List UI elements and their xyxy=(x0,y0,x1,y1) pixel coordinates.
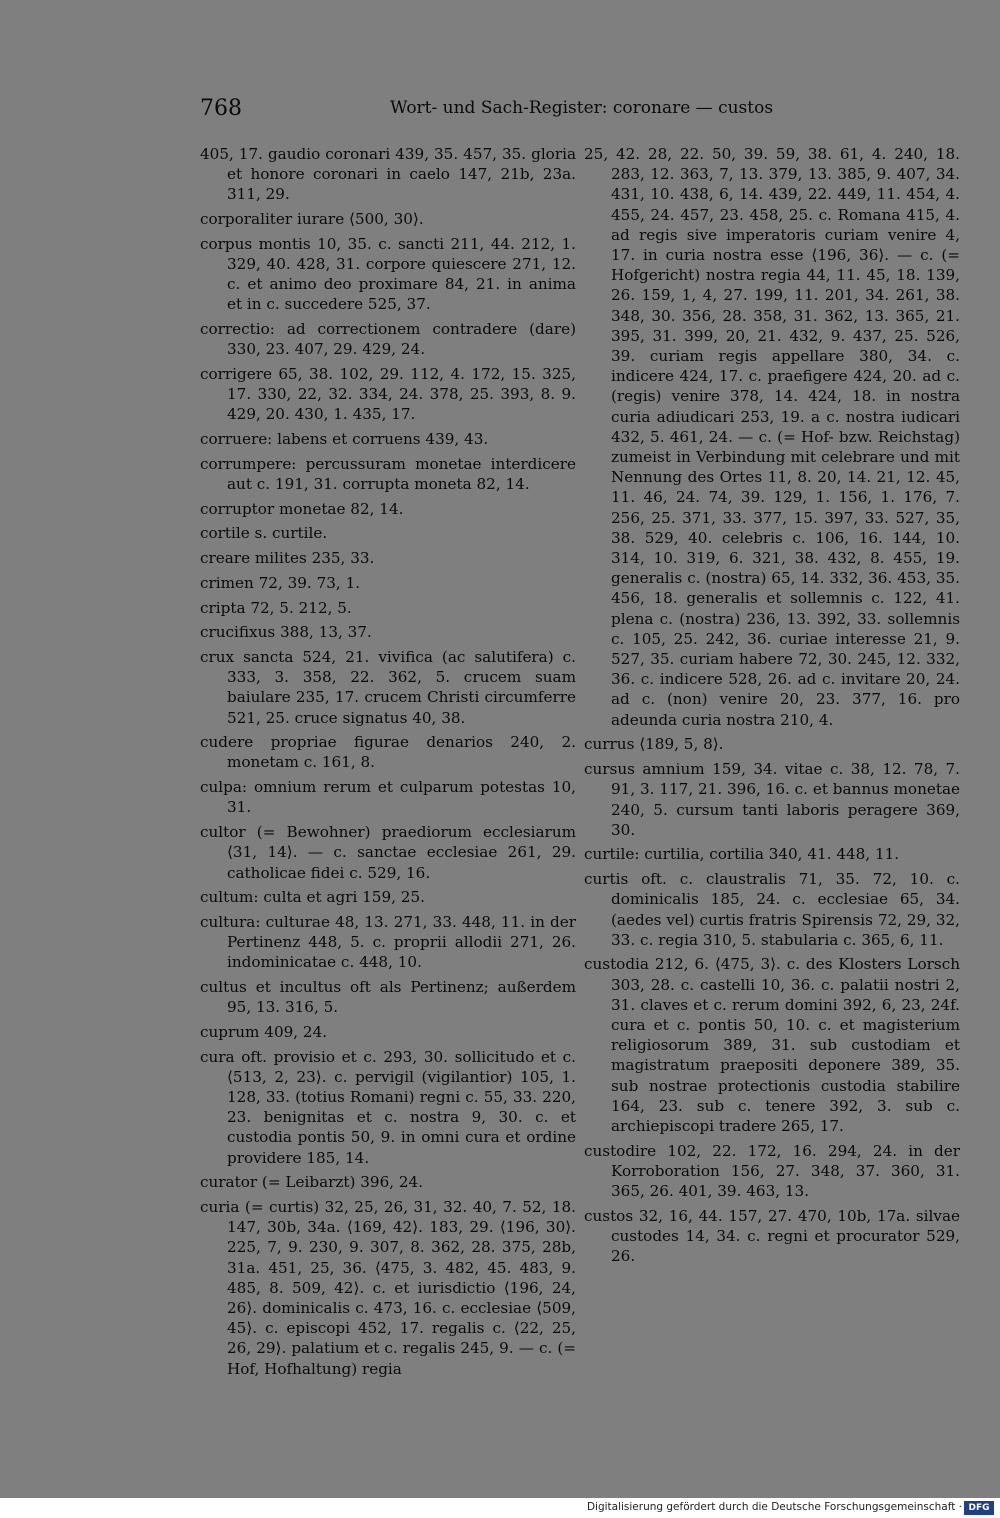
index-entry: cripta 72, 5. 212, 5. xyxy=(200,598,352,617)
index-entry: correctio: ad correctionem contradere (dare) 330, 23. 407, 29. 429, 24. xyxy=(200,320,576,359)
index-entry: cursus amnium 159, 34. vitae c. 38, 12. 78, 7. 91, 3. 117, 21. 396, 16. c. et bannus monetae 240, 5. cursum tanti laboris peragere 369, 30. xyxy=(584,760,960,839)
page-header xyxy=(200,96,774,126)
index-entry: corrigere 65, 38. 102, 29. 112, 4. 172, 15. 325, 17. 330, 22, 32. 334, 24. 378, 25. 393, 8. 9. 429, 20. 430, 1. 435, 17. xyxy=(200,365,576,424)
index-entry: curator (= Leibarzt) 396, 24. xyxy=(200,1173,424,1192)
index-entry: cultura: culturae 48, 13. 271, 33. 448, 11. in der Pertinenz 448, 5. c. proprii allodii 271, 26. indominicatae c. 448, 10. xyxy=(200,912,576,972)
index-entry: cura oft. provisio et c. 293, 30. sollicitudo et c. ⟨513, 2, 23⟩. c. pervigil (vigilantior) 105, 1. 128, 33. (totius Romani) regni c. 55, 33. 220, 23. benignitas et c. nostra 9, 30. c. et custodia pontis 50, 9. in omni cura et ordine providere 185, 14. xyxy=(200,1047,576,1167)
funding-note: Digitalisierung gefördert durch die Deutsche Forschungsgemeinschaft · xyxy=(586,1501,962,1513)
footer-bar xyxy=(0,1498,1000,1518)
index-entry: corruptor monetae 82, 14. xyxy=(200,499,404,518)
index-entry: crucifixus 388, 13, 37. xyxy=(200,623,372,642)
index-entry: custos 32, 16, 44. 157, 27. 470, 10b, 17a. silvae custodes 14, 34. c. regni et procurator 529, 26. xyxy=(584,1206,960,1266)
index-entry: cultor (= Bewohner) praediorum ecclesiarum ⟨31, 14⟩. — c. sanctae ecclesiae 261, 29. catholicae fidei c. 529, 16. xyxy=(200,823,576,882)
index-entry: corruere: labens et corruens 439, 43. xyxy=(200,430,489,449)
left-column xyxy=(200,144,576,1383)
index-entry: cortile s. curtile. xyxy=(200,524,328,543)
index-entry: crimen 72, 39. 73, 1. xyxy=(200,573,361,592)
index-entry: curtile: curtilia, cortilia 340, 41. 448, 11. xyxy=(584,845,900,864)
index-entry: curia (= curtis) 32, 25, 26, 31, 32. 40, 7. 52, 18. 147, 30b, 34a. ⟨169, 42⟩. 183, 29. ⟨196, 30⟩. 225, 7, 9. 230, 9. 307, 8. 362, 28. 375, 28b, 31a. 451, 25, 36. ⟨475, 3. 482, 45. 483, 9. 485, 8. 509, 42⟩. c. et iurisdictio ⟨196, 24, 26⟩. dominicalis c. 473, 16. c. ecclesiae ⟨509, 45⟩. c. episcopi 452, 17. regalis c. ⟨22, 25, 26, 29⟩. palatium et c. regalis 245, 9. — c. (= Hof, Hofhaltung) regia xyxy=(200,1198,576,1378)
right-column xyxy=(584,144,960,1271)
index-entry: corpus montis 10, 35. c. sancti 211, 44. 212, 1. 329, 40. 428, 31. corpore quiescere 271, 12. c. et animo deo proximare 84, 21. in anima et in c. succedere 525, 37. xyxy=(200,234,576,314)
index-entry: corrumpere: percussuram monetae interdicere aut c. 191, 31. corrupta moneta 82, 14. xyxy=(200,454,576,494)
index-entry: corporaliter iurare ⟨500, 30⟩. xyxy=(200,210,424,229)
index-entry: custodire 102, 22. 172, 16. 294, 24. in der Korroboration 156, 27. 348, 37. 360, 31. 365, 26. 401, 39. 463, 13. xyxy=(584,1141,960,1201)
index-entry: cudere propriae figurae denarios 240, 2. monetam c. 161, 8. xyxy=(200,733,576,772)
index-entry: cultus et incultus oft als Pertinenz; außerdem 95, 13. 316, 5. xyxy=(200,978,576,1017)
index-entry: custodia 212, 6. ⟨475, 3⟩. c. des Klosters Lorsch 303, 28. c. castelli 10, 36. c. palatii nostri 2, 31. claves et c. rerum domini 392, 6, 23, 24f. cura et c. pontis 50, 10. c. et magisterium religiosorum 389, 31. sub custodiam et magistratum praepositi deponere 389, 35. sub nostrae protectionis custodia stabilire 164, 23. sub c. tenere 392, 3. sub c. archiepiscopi tradere 265, 17. xyxy=(584,955,960,1136)
dfg-logo: DFG xyxy=(964,1501,994,1515)
index-entry: curtis oft. c. claustralis 71, 35. 72, 10. c. dominicalis 185, 24. c. ecclesiae 65, 34. (aedes vel) curtis fratris Spirensis 72, 29, 32, 33. c. regia 310, 5. stabularia c. 365, 6, 11. xyxy=(584,870,960,949)
index-entry: 405, 17. gaudio coronari 439, 35. 457, 35. gloria et honore coronari in caelo 147, 21b, 23a. 311, 29. xyxy=(200,145,576,204)
running-head: Wort- und Sach-Register: coronare — custos xyxy=(390,98,774,118)
index-entry: crux sancta 524, 21. vivifica (ac salutifera) c. 333, 3. 358, 22. 362, 5. crucem suam baiulare 235, 17. crucem Christi circumferre 521, 25. cruce signatus 40, 38. xyxy=(200,647,576,727)
index-entry: culpa: omnium rerum et culparum potestas 10, 31. xyxy=(200,778,576,817)
index-entry: 25, 42. 28, 22. 50, 39. 59, 38. 61, 4. 240, 18. 283, 12. 363, 7, 13. 379, 13. 385, 9. 407, 34. 431, 10. 438, 6, 14. 439, 22. 449, 11. 454, 4. 455, 24. 457, 23. 458, 25. c. Romana 415, 4. ad regis sive imperatoris curiam venire 4, 17. in curia nostra esse ⟨196, 36⟩. — c. (= Hofgericht) nostra regia 44, 11. 45, 18. 139, 26. 159, 1, 4, 27. 199, 11. 201, 34. 261, 38. 348, 30. 356, 28. 358, 31. 362, 13. 365, 21. 395, 31. 399, 20, 21. 432, 9. 437, 25. 526, 39. curiam regis appellare 380, 34. c. indicere 424, 17. c. praefigere 424, 20. ad c. (regis) venire 378, 14. 424, 18. in nostra curia adiudicari 253, 19. a c. nostra iudicari 432, 5. 461, 24. — c. (= Hof- bzw. Reichstag) zumeist in Verbindung mit celebrare und mit Nennung des Ortes 11, 8. 20, 14. 21, 12. 45, 11. 46, 24. 74, 39. 129, 1. 156, 1. 176, 7. 256, 25. 371, 33. 377, 15. 397, 33. 527, 35, 38. 529, 40. celebris c. 106, 16. 144, 10. 314, 10. 319, 6. 321, 38. 432, 8. 455, 19. generalis c. (nostra) 65, 14. 332, 36. 453, 35. 456, 18. generalis et sollemnis c. 122, 41. plena c. (nostra) 236, 13. 392, 33. sollemnis c. 105, 25. 242, 36. curiae interesse 21, 9. 527, 35. curiam habere 72, 30. 245, 12. 332, 36. c. indicere 528, 26. ad c. invitare 20, 24. ad c. (non) venire 20, 23. 377, 16. pro adeunda curia nostra 210, 4. xyxy=(584,145,960,729)
page-number: 768 xyxy=(200,96,242,121)
index-entry: cuprum 409, 24. xyxy=(200,1022,328,1041)
index-entry: cultum: culta et agri 159, 25. xyxy=(200,888,425,907)
index-entry: currus ⟨189, 5, 8⟩. xyxy=(584,735,724,754)
index-entry: creare milites 235, 33. xyxy=(200,549,375,568)
